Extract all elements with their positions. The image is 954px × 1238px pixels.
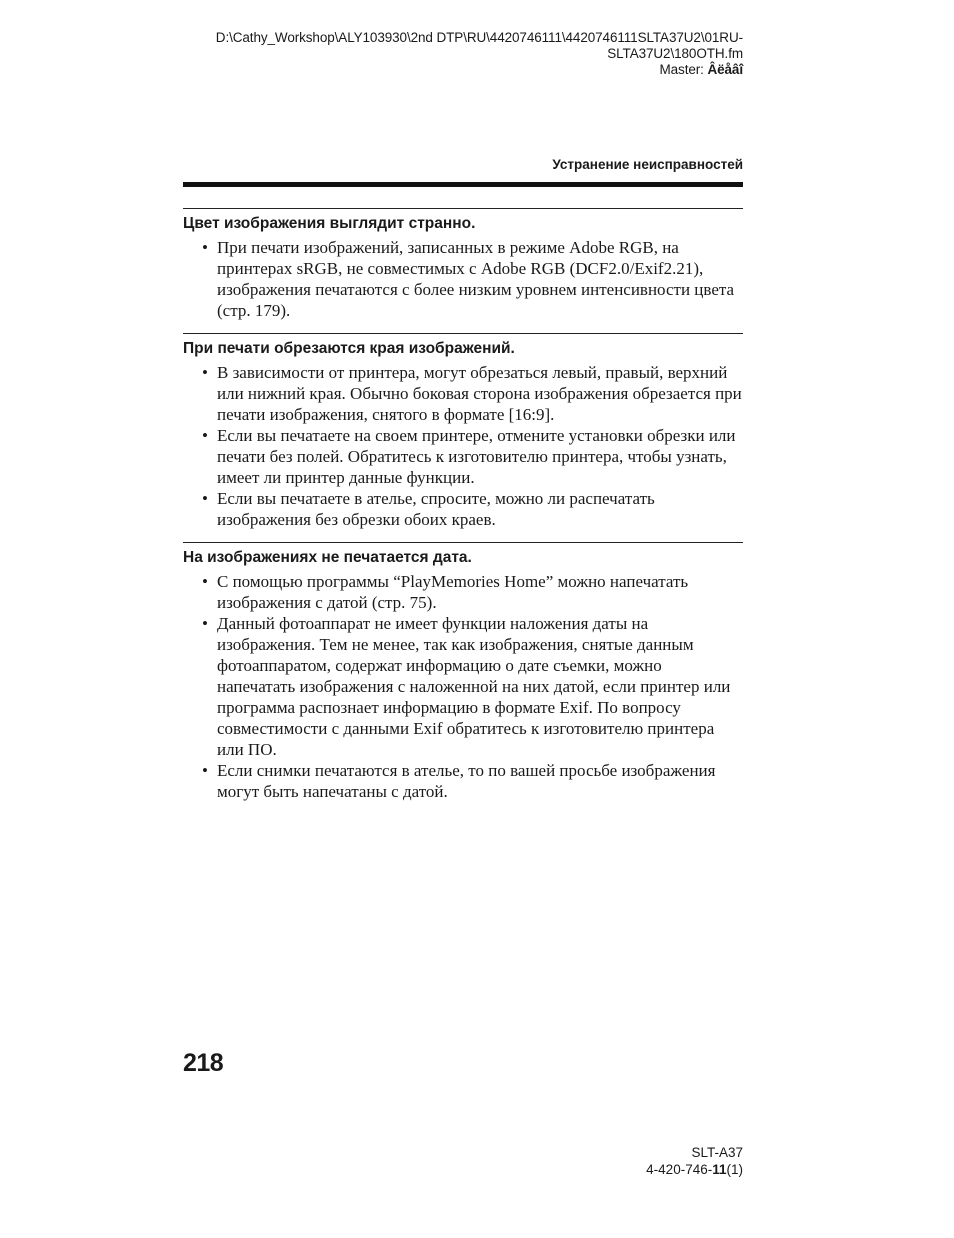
file-path-line-1: D:\Cathy_Workshop\ALY103930\2nd DTP\RU\4420746111\4420746111SLTA37U2\01RU- — [215, 30, 743, 45]
bullet-item: • В зависимости от принтера, могут обрезаться левый, правый, верхний или нижний края. Обычно боковая сторона изображения обрезается при печати изображения, снятого в формате [16:9]. — [183, 362, 743, 425]
master-label: Master: — [659, 62, 708, 77]
bullet-item: • Если вы печатаете на своем принтере, отмените установки обрезки или печати без полей. Обратитесь к изготовителю принтера, чтобы узнать, имеет ли принтер данные функции. — [183, 425, 743, 488]
topic-edges-cropped — [183, 333, 743, 530]
code-suffix: (1) — [726, 1162, 743, 1177]
bullet-list — [183, 237, 743, 321]
topic-title: Цвет изображения выглядит странно. — [183, 215, 476, 232]
topic-title: При печати обрезаются края изображений. — [183, 340, 515, 357]
master-value: Âëåâî — [707, 62, 743, 77]
file-path-header — [216, 30, 743, 78]
bullet-item: • При печати изображений, записанных в режиме Adobe RGB, на принтерах sRGB, не совместимых с Adobe RGB (DCF2.0/Exif2.21), изображения печатаются с более низким уровнем интенсивности цвета (стр. 179). — [183, 237, 743, 321]
master-line — [216, 62, 743, 78]
code-bold: 11 — [712, 1162, 727, 1177]
section-header: Устранение неисправностей — [552, 157, 743, 172]
bullet-item: • С помощью программы “PlayMemories Home” можно напечатать изображения с датой (стр. 75). — [183, 571, 743, 613]
bullet-list — [183, 362, 743, 530]
page-number: 218 — [183, 1049, 224, 1077]
topic-color-strange — [183, 208, 743, 321]
topic-title: На изображениях не печатается дата. — [183, 549, 472, 566]
document-code — [646, 1161, 743, 1178]
bullet-item: • Данный фотоаппарат не имеет функции наложения даты на изображения. Тем не менее, так как изображения, снятые данным фотоаппаратом, содержат информацию о дате съемки, можно напечатать изображения с наложенной на них датой, если принтер или программа распознает информацию в формате Exif. По вопросу совместимости с данными Exif обратитесь к изготовителю принтера или ПО. — [183, 613, 743, 760]
bullet-list — [183, 571, 743, 802]
topic-date-not-printed — [183, 542, 743, 802]
code-prefix: 4-420-746- — [646, 1162, 713, 1177]
header-rule — [183, 182, 743, 187]
model-name: SLT-A37 — [691, 1145, 743, 1160]
file-path-line-2: SLTA37U2\180OTH.fm — [607, 46, 743, 61]
footer-info — [646, 1144, 743, 1178]
bullet-item: • Если снимки печатаются в ателье, то по вашей просьбе изображения могут быть напечатаны с датой. — [183, 760, 743, 802]
bullet-item: • Если вы печатаете в ателье, спросите, можно ли распечатать изображения без обрезки обоих краев. — [183, 488, 743, 530]
main-content — [183, 208, 743, 814]
